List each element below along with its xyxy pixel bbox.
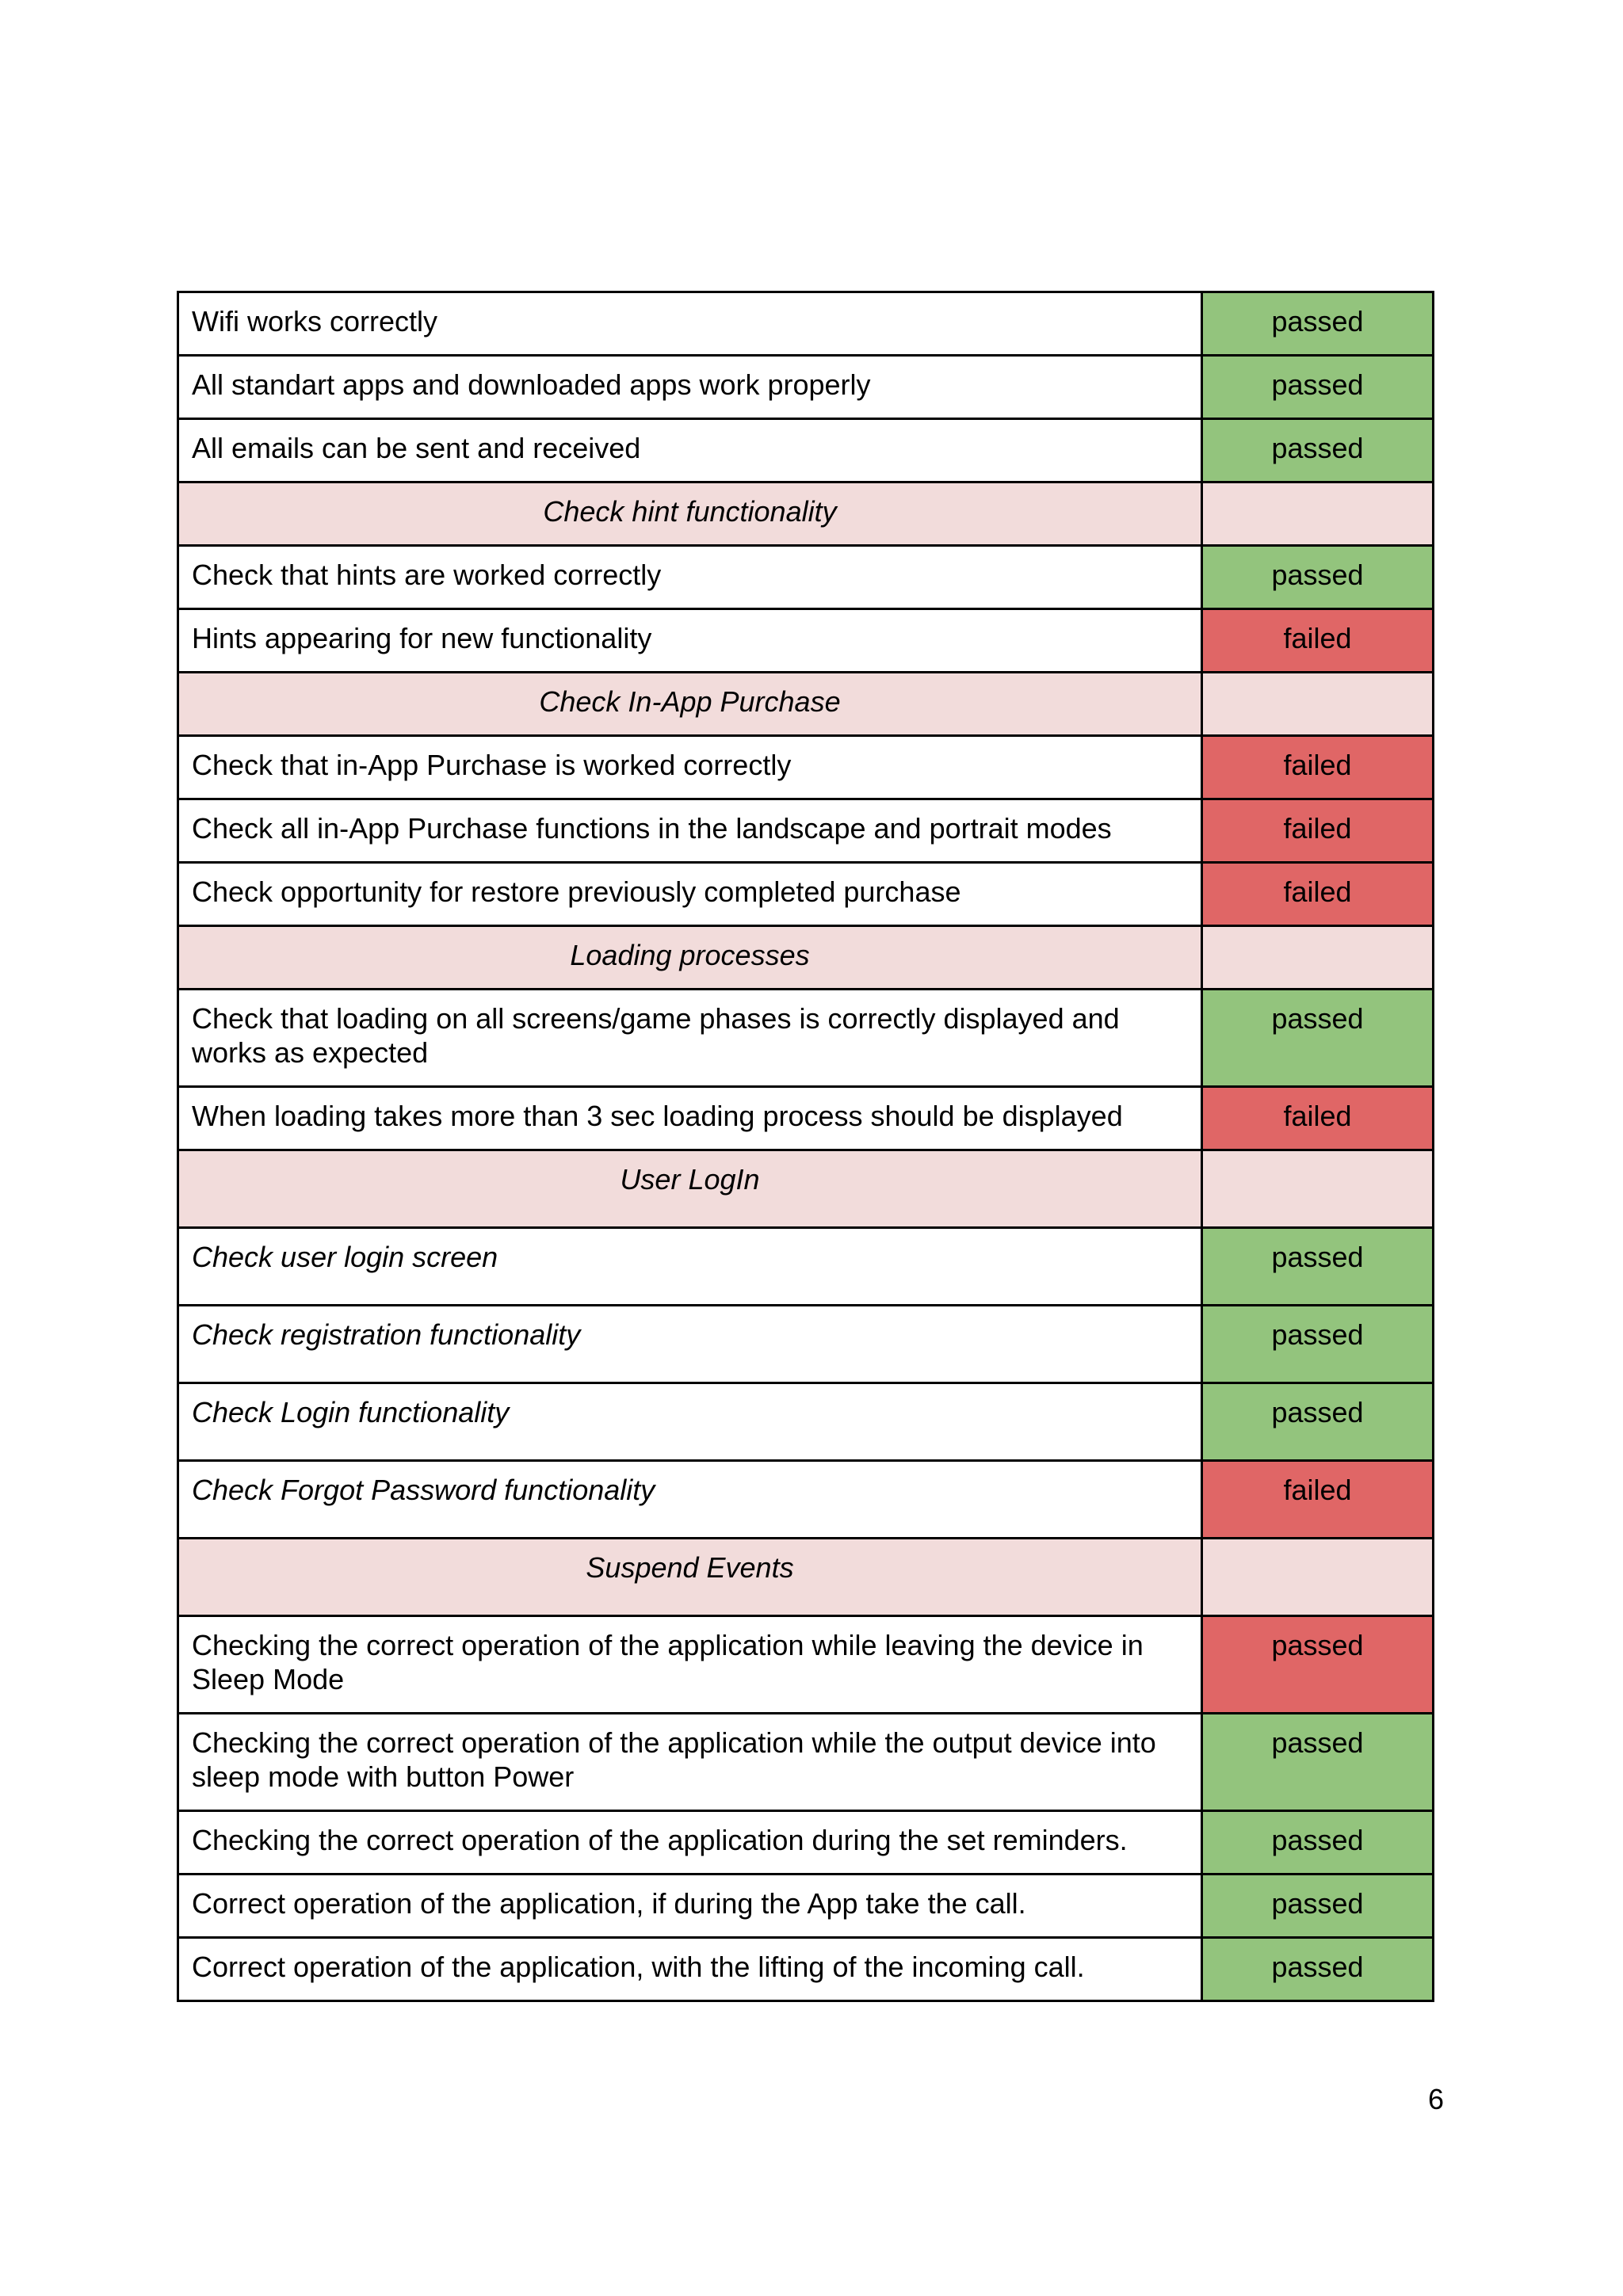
- test-description: Correct operation of the application, with the lifting of the incoming call.: [178, 1938, 1202, 2001]
- section-header-row: [178, 673, 1434, 736]
- table-row: [178, 1087, 1434, 1150]
- status-cell: failed: [1202, 799, 1434, 863]
- section-header-row: [178, 1150, 1434, 1228]
- table-row: [178, 1938, 1434, 2001]
- status-cell-empty: [1202, 1539, 1434, 1616]
- test-description: Hints appearing for new functionality: [178, 609, 1202, 673]
- status-cell: failed: [1202, 863, 1434, 926]
- test-description: All emails can be sent and received: [178, 419, 1202, 482]
- table-row: [178, 292, 1434, 356]
- test-description: Checking the correct operation of the application during the set reminders.: [178, 1811, 1202, 1875]
- status-cell-empty: [1202, 673, 1434, 736]
- status-cell: passed: [1202, 1938, 1434, 2001]
- section-header-row: [178, 926, 1434, 990]
- table-row: [178, 799, 1434, 863]
- test-description: Check user login screen: [178, 1228, 1202, 1306]
- status-cell-empty: [1202, 926, 1434, 990]
- table-row: [178, 1461, 1434, 1539]
- test-description: Check that hints are worked correctly: [178, 546, 1202, 609]
- table-row: [178, 1714, 1434, 1811]
- status-cell: passed: [1202, 1811, 1434, 1875]
- status-cell: passed: [1202, 1875, 1434, 1938]
- table-row: [178, 1383, 1434, 1461]
- section-header-row: [178, 482, 1434, 546]
- status-cell: passed: [1202, 356, 1434, 419]
- status-cell: passed: [1202, 1306, 1434, 1383]
- status-cell: passed: [1202, 546, 1434, 609]
- test-description: Check opportunity for restore previously completed purchase: [178, 863, 1202, 926]
- test-description: Wifi works correctly: [178, 292, 1202, 356]
- table-row: [178, 1616, 1434, 1714]
- test-description: When loading takes more than 3 sec loading process should be displayed: [178, 1087, 1202, 1150]
- section-title: Check hint functionality: [178, 482, 1202, 546]
- status-cell: passed: [1202, 1714, 1434, 1811]
- table-row: [178, 356, 1434, 419]
- status-cell: failed: [1202, 1087, 1434, 1150]
- test-results-table: [177, 291, 1434, 2002]
- section-title: User LogIn: [178, 1150, 1202, 1228]
- status-cell: failed: [1202, 736, 1434, 799]
- status-cell: failed: [1202, 609, 1434, 673]
- table-row: [178, 609, 1434, 673]
- table-row: [178, 546, 1434, 609]
- table-row: [178, 1875, 1434, 1938]
- test-description: Check that in-App Purchase is worked correctly: [178, 736, 1202, 799]
- test-description: Checking the correct operation of the application while the output device into sleep mode with button Power: [178, 1714, 1202, 1811]
- section-title: Suspend Events: [178, 1539, 1202, 1616]
- page-number: 6: [1427, 2083, 1444, 2115]
- table-row: [178, 863, 1434, 926]
- test-description: Check that loading on all screens/game phases is correctly displayed and works as expected: [178, 990, 1202, 1087]
- test-description: Check Login functionality: [178, 1383, 1202, 1461]
- test-description: Check registration functionality: [178, 1306, 1202, 1383]
- table-row: [178, 1228, 1434, 1306]
- section-title: Loading processes: [178, 926, 1202, 990]
- section-title: Check In-App Purchase: [178, 673, 1202, 736]
- section-header-row: [178, 1539, 1434, 1616]
- status-cell: failed: [1202, 1461, 1434, 1539]
- status-cell: passed: [1202, 419, 1434, 482]
- table-row: [178, 990, 1434, 1087]
- test-description: Check Forgot Password functionality: [178, 1461, 1202, 1539]
- status-cell: passed: [1202, 990, 1434, 1087]
- test-description: Checking the correct operation of the application while leaving the device in Sleep Mode: [178, 1616, 1202, 1714]
- status-cell-empty: [1202, 1150, 1434, 1228]
- table-row: [178, 1811, 1434, 1875]
- test-description: Check all in-App Purchase functions in the landscape and portrait modes: [178, 799, 1202, 863]
- status-cell: passed: [1202, 1616, 1434, 1714]
- test-description: All standart apps and downloaded apps work properly: [178, 356, 1202, 419]
- status-cell-empty: [1202, 482, 1434, 546]
- table-row: [178, 1306, 1434, 1383]
- table-row: [178, 736, 1434, 799]
- status-cell: passed: [1202, 1383, 1434, 1461]
- status-cell: passed: [1202, 1228, 1434, 1306]
- table-row: [178, 419, 1434, 482]
- test-description: Correct operation of the application, if during the App take the call.: [178, 1875, 1202, 1938]
- status-cell: passed: [1202, 292, 1434, 356]
